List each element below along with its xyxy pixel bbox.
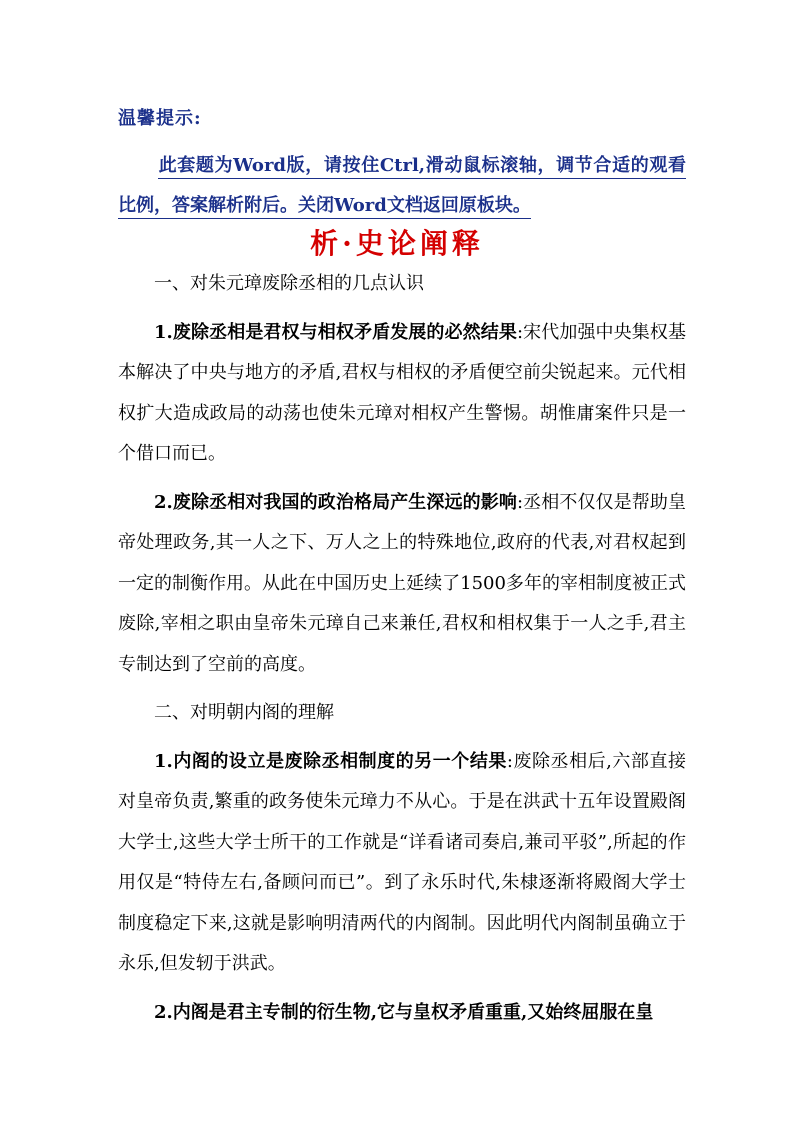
paragraph-2 [118, 483, 686, 686]
paragraph-4-bold: 2.内阁是君主专制的衍生物,它与皇权矛盾重重,又始终屈服在皇 [154, 1001, 654, 1023]
paragraph-3-bold: 1.内阁的设立是废除丞相制度的另一个结果 [154, 750, 507, 772]
heading-1: 一、对朱元璋废除丞相的几点认识 [154, 273, 424, 294]
paragraph-4 [118, 993, 686, 1034]
paragraph-2-bold: 2.废除丞相对我国的政治格局产生深远的影响 [154, 491, 517, 513]
paragraph-3 [118, 742, 686, 985]
paragraph-1 [118, 313, 686, 475]
document-content [118, 264, 686, 1033]
paragraph-3-text: :废除丞相后,六部直接对皇帝负责,繁重的政务使朱元璋力不从心。于是在洪武十五年设置殿阁大学士,这些大学士所干的工作就是“详看诸司奏启,兼司平驳”,所起的作用仅是“特侍左右,备顾问而已”。到了永乐时代,朱棣逐渐将殿阁大学士制度稳定下来,这就是影响明清两代的内阁制。因此明代内阁制虽确立于永乐,但发轫于洪武。 [118, 750, 686, 974]
paragraph-1-text: :宋代加强中央集权基本解决了中央与地方的矛盾,君权与相权的矛盾便空前尖锐起来。元代相权扩大造成政局的动荡也使朱元璋对相权产生警惕。胡惟庸案件只是一个借口而已。 [118, 321, 686, 464]
heading-2: 二、对明朝内阁的理解 [154, 702, 334, 723]
tip-text: 此套题为Word版，请按住Ctrl,滑动鼠标滚轴，调节合适的观看比例，答案解析附后。关闭Word文档返回原板块。 [118, 155, 686, 219]
paragraph-1-bold: 1.废除丞相是君权与相权矛盾发展的必然结果 [154, 321, 517, 343]
tip-title: 温馨提示: [118, 108, 202, 129]
tip-body [118, 146, 686, 226]
section-title: 析·史论阐释 [310, 227, 484, 260]
paragraph-2-text: :丞相不仅仅是帮助皇帝处理政务,其一人之下、万人之上的特殊地位,政府的代表,对君权起到一定的制衡作用。从此在中国历史上延续了1500多年的宰相制度被正式废除,宰相之职由皇帝朱元璋自己来兼任,君权和相权集于一人之手,君主专制达到了空前的高度。 [118, 491, 686, 675]
